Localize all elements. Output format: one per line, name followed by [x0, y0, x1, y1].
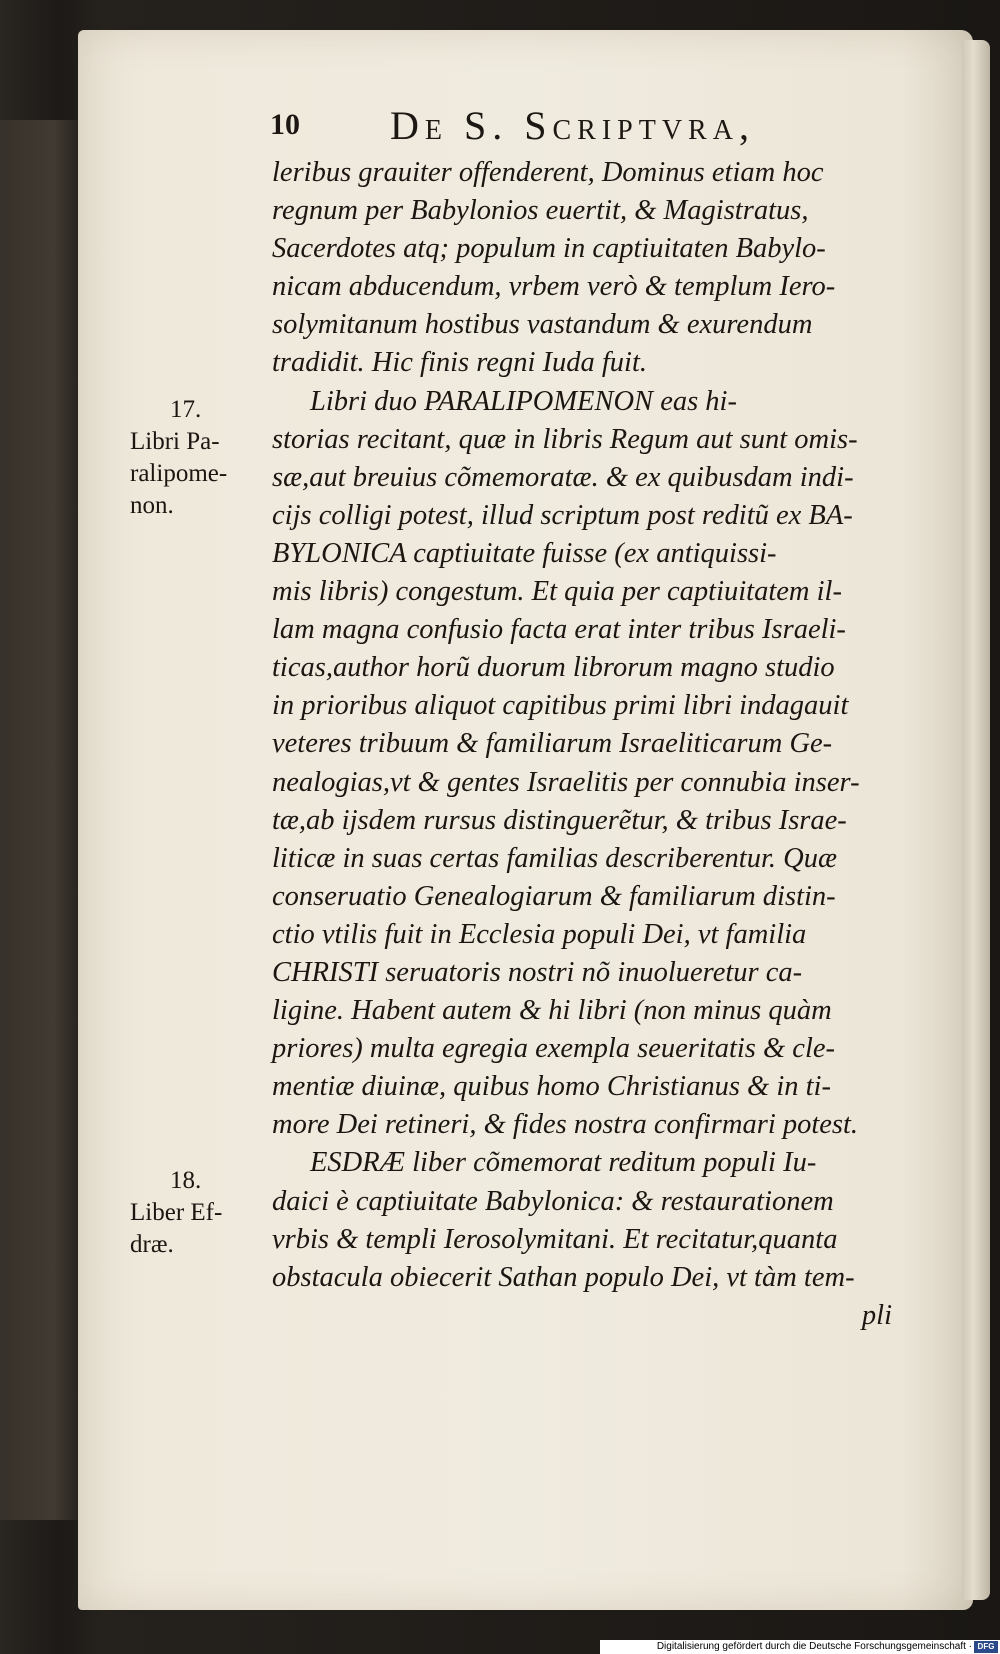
- text-line: vrbis & templi Ierosolymitani. Et recitatur,quanta: [272, 1223, 838, 1255]
- text-line: conseruatio Genealogiarum & familiarum distin-: [272, 880, 836, 912]
- previous-page-edge: [0, 120, 78, 1520]
- text-line: ctio vtilis fuit in Ecclesia populi Dei, vt familia: [272, 918, 807, 950]
- margin-note-line: ralipome-: [130, 460, 228, 487]
- text-line: nicam abducendum, vrbem verò & templum Iero-: [272, 271, 836, 303]
- text-line: CHRISTI seruatoris nostri nõ inuolueretur ca-: [272, 956, 803, 988]
- page-header: [270, 102, 890, 152]
- text-line: more Dei retineri, & fides nostra confirmari potest.: [272, 1109, 859, 1141]
- page-stack-edge: [962, 40, 990, 1600]
- text-line: mentiæ diuinæ, quibus homo Christianus & in ti-: [272, 1071, 831, 1103]
- text-line: tæ,ab ijsdem rursus distinguerẽtur, & tribus Israe-: [272, 804, 847, 836]
- text-line: in prioribus aliquot capitibus primi libri indagauit: [272, 690, 849, 722]
- text-line: tradidit. Hic finis regni Iuda fuit.: [272, 347, 647, 379]
- text-line: ESDRÆ liber cõmemorat reditum populi Iu-: [310, 1147, 817, 1179]
- text-line: leribus grauiter offenderent, Dominus etiam hoc: [272, 157, 824, 188]
- text-line: obstacula obiecerit Sathan populo Dei, vt tàm tem-: [272, 1261, 855, 1293]
- running-head: De S. Scriptvra,: [390, 103, 755, 148]
- body-text: [272, 154, 912, 1335]
- text-line: ticas,author horũ duorum librorum magno studio: [272, 652, 835, 684]
- margin-note-line: Libri Pa-: [130, 428, 220, 455]
- margin-note-line: dræ.: [130, 1231, 174, 1258]
- text-line: Sacerdotes atq; populum in captiuitaten Babylo-: [272, 233, 826, 265]
- margin-note-17: [130, 394, 227, 522]
- text-line: BYLONICA captiuitate fuisse (ex antiquissi-: [272, 537, 777, 569]
- digitization-footer: [600, 1640, 1000, 1654]
- margin-note-18: [130, 1165, 222, 1261]
- text-line: priores) multa egregia exempla seueritatis & cle-: [272, 1033, 836, 1065]
- margin-note-line: non.: [130, 492, 174, 519]
- text-line: lam magna confusio facta erat inter tribus Israeli-: [272, 614, 846, 646]
- text-line: Libri duo PARALIPOMENON eas hi-: [310, 385, 737, 417]
- text-line: sæ,aut breuius cõmemoratæ. & ex quibusdam indi-: [272, 461, 854, 493]
- text-line: regnum per Babylonios euertit, & Magistratus,: [272, 195, 809, 227]
- text-line: solymitanum hostibus vastandum & exurendum: [272, 309, 813, 341]
- text-line: liticæ in suas certas familias describerentur. Quæ: [272, 842, 837, 874]
- footer-credit: Digitalisierung gefördert durch die Deutsche Forschungsgemeinschaft ·: [656, 1641, 972, 1652]
- margin-note-number: 17.: [170, 396, 202, 423]
- text-line: ligine. Habent autem & hi libri (non minus quàm: [272, 995, 832, 1027]
- text-line: daici è captiuitate Babylonica: & restaurationem: [272, 1185, 834, 1217]
- dfg-logo-icon: DFG: [974, 1641, 998, 1653]
- text-line: nealogias,vt & gentes Israelitis per connubia inser-: [272, 766, 860, 798]
- catchword: pli: [861, 1299, 892, 1331]
- margin-note-number: 18.: [170, 1167, 202, 1194]
- text-line: veteres tribuum & familiarum Israeliticarum Ge-: [272, 728, 833, 760]
- text-line: cijs colligi potest, illud scriptum post reditũ ex BA-: [272, 499, 853, 531]
- margin-note-line: Liber Ef-: [130, 1199, 223, 1226]
- text-line: mis libris) congestum. Et quia per captiuitatem il-: [272, 576, 842, 608]
- text-line: storias recitant, quæ in libris Regum aut sunt omis-: [272, 423, 858, 455]
- page-number: 10: [270, 108, 300, 141]
